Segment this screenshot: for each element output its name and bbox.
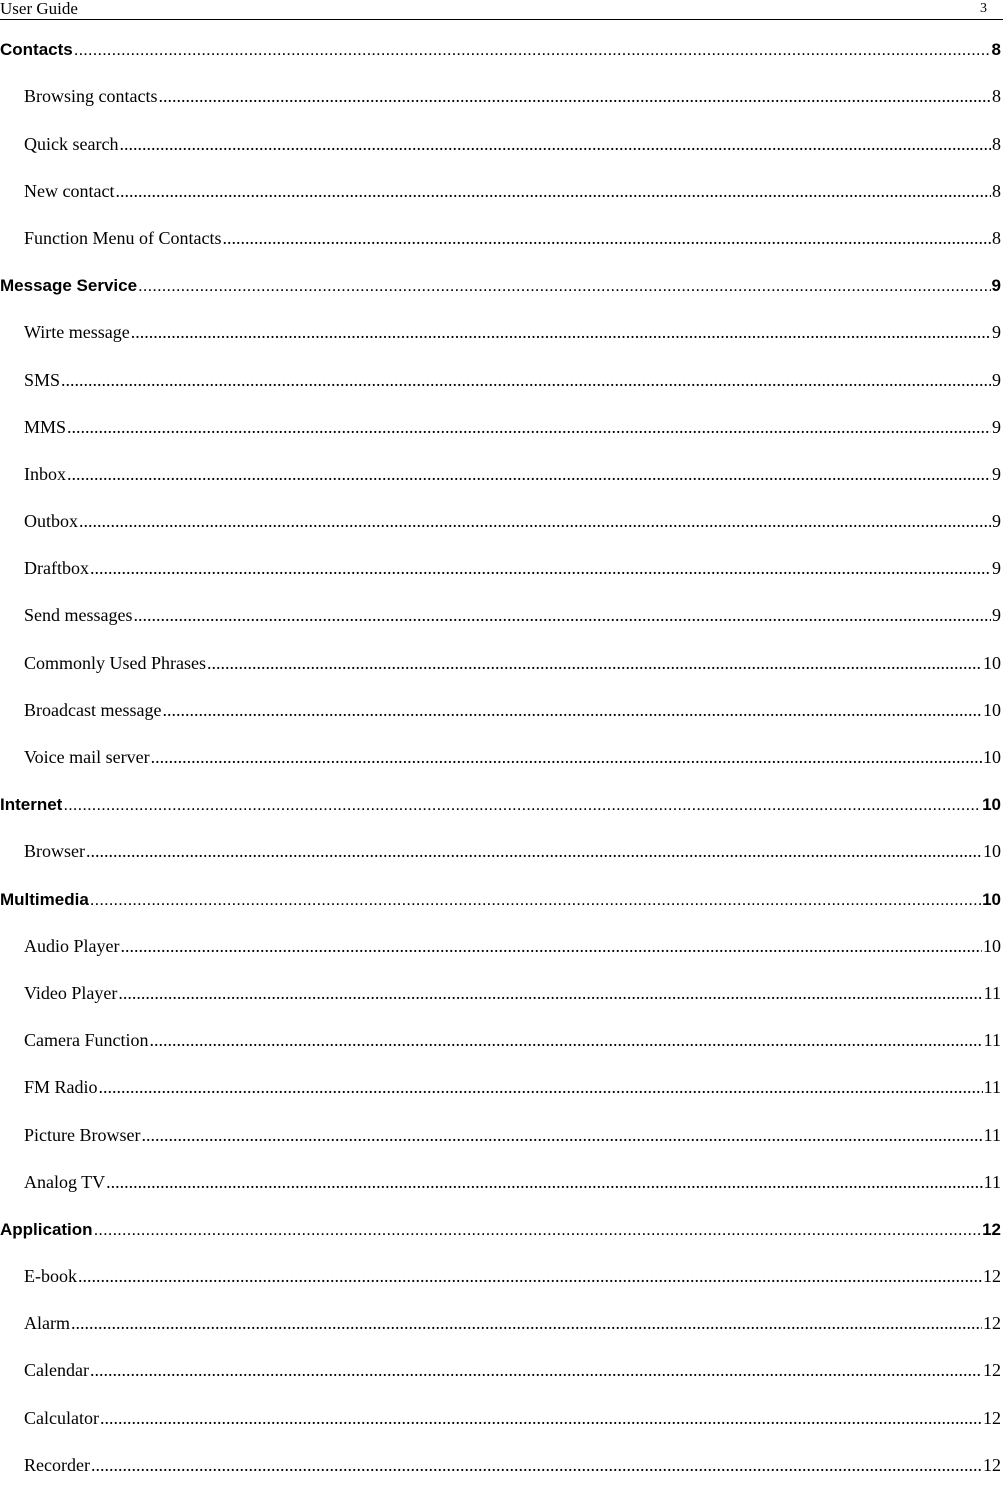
toc-entry-label: Broadcast message — [24, 699, 162, 720]
toc-entry-label: Calendar — [24, 1360, 89, 1381]
toc-subsection-entry[interactable] — [0, 302, 1003, 349]
toc-entry-label: Wirte message — [24, 322, 130, 343]
toc-subsection-entry[interactable] — [0, 66, 1003, 113]
dot-leader — [94, 1220, 982, 1240]
toc-subsection-entry[interactable] — [0, 1340, 1003, 1387]
toc-entry-page-number: 8 — [992, 86, 1001, 107]
toc-subsection-entry[interactable] — [0, 1057, 1003, 1104]
toc-entry-page-number: 9 — [992, 416, 1001, 437]
toc-entry-page-number: 12 — [983, 1266, 1001, 1287]
toc-entry-label: SMS — [24, 369, 61, 390]
toc-section-entry[interactable] — [0, 19, 1003, 66]
toc-subsection-entry[interactable] — [0, 113, 1003, 160]
page-header — [0, 0, 1003, 20]
dot-leader — [207, 653, 982, 674]
dot-leader — [151, 747, 982, 768]
toc-subsection-entry[interactable] — [0, 1152, 1003, 1199]
dot-leader — [141, 1125, 982, 1146]
toc-subsection-entry[interactable] — [0, 1293, 1003, 1340]
toc-entry-page-number: 11 — [983, 982, 1001, 1003]
dot-leader — [115, 181, 991, 202]
toc-entry-label: Picture Browser — [24, 1124, 141, 1145]
toc-entry-page-number: 10 — [983, 935, 1001, 956]
toc-subsection-entry[interactable] — [0, 1435, 1003, 1482]
toc-entry-page-number: 12 — [983, 1407, 1001, 1428]
dot-leader — [71, 1313, 982, 1334]
toc-subsection-entry[interactable] — [0, 963, 1003, 1010]
dot-leader — [90, 1360, 982, 1381]
toc-entry-page-number: 9 — [992, 558, 1001, 579]
toc-entry-page-number: 10 — [983, 841, 1001, 862]
toc-entry-page-number: 9 — [992, 322, 1001, 343]
dot-leader — [120, 936, 982, 957]
toc-subsection-entry[interactable] — [0, 1104, 1003, 1151]
toc-entry-label: Recorder — [24, 1454, 90, 1475]
toc-entry-page-number: 12 — [983, 1360, 1001, 1381]
toc-entry-label: Message Service — [0, 276, 138, 296]
toc-entry-label: Browser — [24, 841, 85, 862]
dot-leader — [99, 1077, 983, 1098]
toc-section-entry[interactable] — [0, 1199, 1003, 1246]
toc-entry-label: Send messages — [24, 605, 133, 626]
toc-entry-label: Application — [0, 1219, 93, 1239]
toc-section-entry[interactable] — [0, 868, 1003, 915]
toc-entry-label: Inbox — [24, 463, 66, 484]
dot-leader — [78, 1266, 982, 1287]
dot-leader — [149, 1030, 982, 1051]
toc-entry-label: Outbox — [24, 511, 78, 532]
toc-entry-label: Video Player — [24, 982, 118, 1003]
toc-subsection-entry[interactable] — [0, 680, 1003, 727]
toc-section-entry[interactable] — [0, 255, 1003, 302]
toc-entry-label: Camera Function — [24, 1030, 149, 1051]
toc-subsection-entry[interactable] — [0, 1010, 1003, 1057]
toc-subsection-entry[interactable] — [0, 821, 1003, 868]
page-number: 3 — [980, 1, 987, 16]
toc-subsection-entry[interactable] — [0, 585, 1003, 632]
toc-entry-page-number: 8 — [992, 133, 1001, 154]
toc-subsection-entry[interactable] — [0, 491, 1003, 538]
toc-entry-page-number: 10 — [983, 747, 1001, 767]
dot-leader — [131, 322, 991, 343]
dot-leader — [67, 417, 991, 438]
toc-entry-page-number: 10 — [983, 699, 1001, 720]
toc-entry-page-number: 10 — [982, 795, 1001, 815]
dot-leader — [74, 40, 991, 60]
toc-subsection-entry[interactable] — [0, 632, 1003, 679]
dot-leader — [63, 795, 981, 815]
dot-leader — [67, 464, 991, 485]
dot-leader — [90, 890, 981, 910]
toc-entry-page-number: 8 — [992, 227, 1001, 248]
toc-section-entry[interactable] — [0, 774, 1003, 821]
dot-leader — [86, 841, 982, 862]
toc-entry-page-number: 10 — [983, 652, 1001, 673]
dot-leader — [79, 511, 991, 532]
toc-subsection-entry[interactable] — [0, 397, 1003, 444]
dot-leader — [162, 700, 982, 721]
document-title: User Guide — [0, 0, 78, 18]
toc-entry-page-number: 12 — [982, 1219, 1001, 1239]
toc-entry-label: Internet — [0, 795, 63, 815]
toc-entry-label: Audio Player — [24, 935, 120, 956]
toc-subsection-entry[interactable] — [0, 161, 1003, 208]
toc-subsection-entry[interactable] — [0, 916, 1003, 963]
dot-leader — [106, 1172, 982, 1193]
toc-entry-page-number: 10 — [982, 889, 1001, 909]
toc-entry-label: Voice mail server — [24, 747, 150, 767]
toc-subsection-entry[interactable] — [0, 349, 1003, 396]
toc-entry-label: Draftbox — [24, 558, 89, 579]
toc-entry-label: Calculator — [24, 1407, 99, 1428]
dot-leader — [133, 605, 991, 626]
toc-entry-page-number: 12 — [983, 1454, 1001, 1475]
toc-subsection-entry[interactable] — [0, 1387, 1003, 1434]
toc-entry-label: Function Menu of Contacts — [24, 227, 222, 248]
toc-entry-page-number: 9 — [992, 463, 1001, 484]
toc-entry-label: FM Radio — [24, 1077, 98, 1098]
toc-entry-page-number: 9 — [992, 369, 1001, 390]
dot-leader — [100, 1408, 982, 1429]
toc-entry-page-number: 11 — [983, 1171, 1001, 1192]
toc-entry-label: Multimedia — [0, 889, 89, 909]
toc-entry-label: MMS — [24, 416, 67, 437]
toc-entry-page-number: 11 — [983, 1030, 1001, 1051]
toc-subsection-entry[interactable] — [0, 538, 1003, 585]
toc-subsection-entry[interactable] — [0, 727, 1003, 774]
toc-entry-label: Commonly Used Phrases — [24, 652, 206, 673]
toc-entry-page-number: 9 — [991, 276, 1001, 296]
toc-entry-label: Quick search — [24, 133, 119, 154]
toc-entry-page-number: 8 — [991, 40, 1001, 60]
table-of-contents — [0, 19, 1003, 1482]
dot-leader — [222, 228, 991, 249]
dot-leader — [91, 1455, 982, 1476]
toc-subsection-entry[interactable] — [0, 1246, 1003, 1293]
toc-entry-label: Browsing contacts — [24, 86, 158, 107]
dot-leader — [61, 370, 991, 391]
toc-entry-page-number: 11 — [983, 1077, 1001, 1098]
toc-entry-label: Contacts — [0, 40, 73, 60]
dot-leader — [119, 134, 991, 155]
toc-entry-page-number: 12 — [983, 1313, 1001, 1334]
toc-entry-page-number: 9 — [992, 605, 1001, 626]
toc-entry-label: Analog TV — [24, 1171, 106, 1192]
toc-entry-page-number: 8 — [992, 180, 1001, 201]
toc-entry-label: E-book — [24, 1266, 77, 1287]
toc-entry-page-number: 11 — [983, 1124, 1001, 1145]
toc-entry-label: New contact — [24, 180, 115, 201]
toc-entry-page-number: 9 — [992, 511, 1001, 532]
dot-leader — [90, 558, 991, 579]
toc-subsection-entry[interactable] — [0, 208, 1003, 255]
toc-subsection-entry[interactable] — [0, 444, 1003, 491]
dot-leader — [158, 86, 991, 107]
dot-leader — [118, 983, 982, 1004]
toc-entry-label: Alarm — [24, 1313, 70, 1334]
dot-leader — [138, 276, 990, 296]
